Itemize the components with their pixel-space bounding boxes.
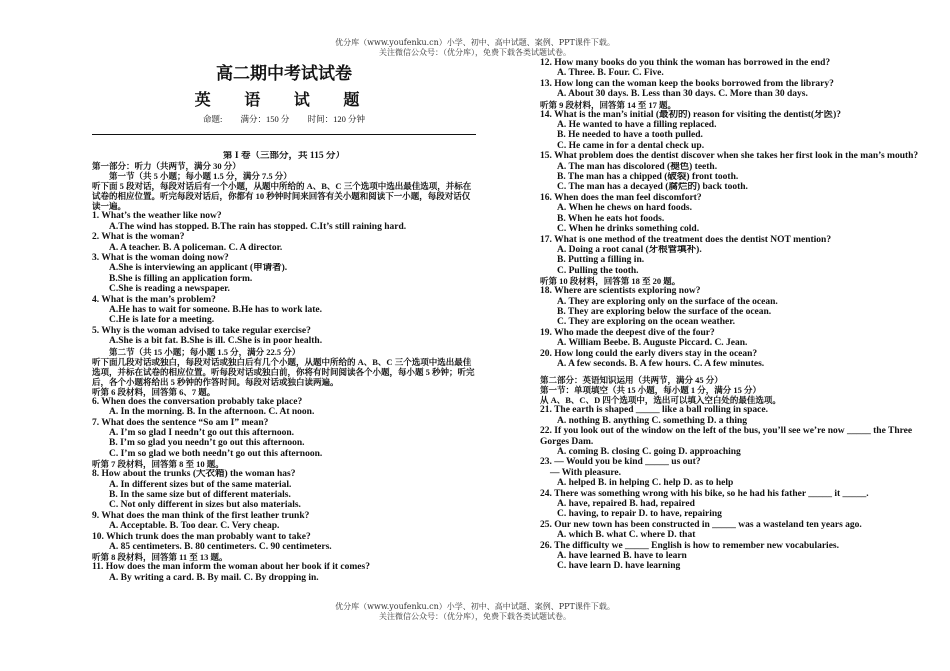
right-line: A. coming B. closing C. going D. approaching [557, 447, 741, 457]
left-line: B. I’m so glad you needn’t go out this afternoon. [109, 438, 305, 449]
left-line: A. Acceptable. B. Too dear. C. Very cheap. [109, 521, 280, 532]
right-line: A. A few seconds. B. A few hours. C. A few minutes. [557, 358, 765, 369]
right-line: 19. Who made the deepest dive of the four? [540, 327, 715, 338]
title-divider [92, 134, 476, 135]
left-line: 听下面 5 段对话，每段对话后有一个小题，从题中所给的 A、B、C 三个选项中选出最佳选项，并标在试卷的相应位置。听完每段对话后，你都有 10 秒钟时间来回答有关小题和阅读下一小题，每段对话仅读一遍。 [92, 181, 472, 212]
exam-meta [92, 112, 476, 126]
right-line: 13. How long can the woman keep the books borrowed from the library? [540, 78, 834, 89]
right-line: A. The man has discolored (褪色) teeth. [557, 161, 718, 172]
right-column [540, 58, 930, 596]
exam-title: 高二期中考试试卷 [216, 64, 352, 84]
left-line: 7. What does the sentence “So am I” mean? [92, 417, 269, 428]
right-line: — With pleasure. [550, 467, 621, 478]
right-line: A. When he chews on hard foods. [557, 203, 692, 214]
footer-line-1: 优分库（www.youfenku.cn）小学、初中、高中试题、案例、PPT课件下载。 [335, 602, 615, 611]
right-line: 21. The earth is shaped _____ like a ball rolling in space. [540, 405, 768, 416]
left-line: A.He has to wait for someone. B.He has to work late. [109, 305, 323, 316]
right-line: 26. The difficulty we _____ English is how to remember new vocabularies. [540, 540, 839, 551]
left-line: A. I’m so glad I needn’t go out this afternoon. [109, 427, 294, 438]
page-header [0, 38, 950, 58]
right-line: C. When he drinks something cold. [557, 224, 700, 235]
right-line: 25. Our new town has been constructed in _____ was a wasteland ten years ago. [540, 519, 862, 530]
left-line: 第一部分：听力（共两节，满分 30 分） [92, 161, 241, 172]
right-line: 22. If you look out of the window on the left of the bus, you’ll see we’re now _____ the Three Gorges Dam. [540, 426, 913, 447]
right-line: C. He came in for a dental check up. [557, 140, 705, 151]
right-line: 第一节：单项填空（共 15 小题，每小题 1 分，满分 15 分） [540, 385, 762, 396]
meta-score: 满分：150 分 [240, 114, 290, 124]
right-line: 16. When does the man feel discomfort? [540, 192, 702, 203]
left-line: 11. How does the man inform the woman about her book if it comes? [92, 562, 370, 573]
left-line: A. In the morning. B. In the afternoon. C. At noon. [109, 407, 315, 418]
right-line: 12. How many books do you think the woman has borrowed in the end? [540, 58, 831, 68]
right-line: A. They are exploring only on the surface of the ocean. [557, 296, 778, 307]
left-line: B. In the same size but of different materials. [109, 489, 291, 500]
meta-time: 时间：120 分钟 [307, 114, 365, 124]
right-line: C. The man has a decayed (腐烂的) back tooth. [557, 182, 748, 193]
right-line: A. William Beebe. B. Auguste Piccard. C. Jean. [557, 338, 748, 349]
right-line: B. They are exploring below the surface of the ocean. [557, 306, 772, 317]
right-body [540, 58, 930, 572]
right-line: B. He needed to have a tooth pulled. [557, 130, 703, 141]
right-line: C. have learn D. have learning [557, 561, 681, 572]
right-line: C. Pulling the tooth. [557, 265, 639, 276]
right-line: 17. What is one method of the treatment does the dentist NOT mention? [540, 234, 832, 245]
left-line: 第二节（共 15 小题；每小题 1.5 分，满分 22.5 分） [109, 346, 301, 357]
right-line: C. They are exploring on the ocean weather. [557, 317, 735, 328]
right-line: A. which B. what C. where D. that [557, 530, 696, 541]
page-footer [0, 602, 950, 622]
left-line: 9. What does the man think of the first leather trunk? [92, 510, 310, 521]
right-line: A. have learned B. have to learn [557, 551, 687, 562]
left-line: 3. What is the woman doing now? [92, 253, 229, 264]
left-line: A. In different sizes but of the same material. [109, 479, 292, 490]
footer-line-2: 关注微信公众号：（优分库），免费下载各类试题试卷。 [379, 612, 571, 621]
right-line: 20. How long could the early divers stay in the ocean? [540, 348, 758, 359]
left-line: 2. What is the woman? [92, 232, 185, 243]
right-line: B. The man has a chipped (破裂) front tooth. [557, 172, 739, 183]
left-line: B.She is filling an application form. [109, 273, 253, 284]
left-line: 听下面几段对话或独白，每段对话或独白后有几个小题，从题中所给的 A、B、C 三个选项中选出最佳选项，并标在试卷的相应位置。听每段对话或独白前，你将有时间阅读各个小题，每小题 5 秒钟；听完后，各个小题将给出 5 秒钟的作答时间。每段对话或独白读两遍。 [92, 356, 475, 387]
right-line: 从 A、B、C、D 四个选项中，选出可以填入空白处的最佳选项。 [540, 395, 781, 406]
right-line: B. When he eats hot foods. [557, 213, 665, 224]
right-line: 15. What problem does the dentist discover when she takes her first look in the man’s mouth? [540, 151, 919, 162]
left-line: A.She is interviewing an applicant (申请者). [109, 263, 288, 274]
left-line: C. Not only different in sizes but also materials. [109, 500, 301, 511]
right-line: A. helped B. in helping C. help D. as to help [557, 478, 734, 489]
right-line: 24. There was something wrong with his bike, so he had his father _____ it _____. [540, 488, 869, 499]
right-line: A. have, repaired B. had, repaired [557, 499, 695, 510]
left-line: A.The wind has stopped. B.The rain has stopped. C.It’s still raining hard. [109, 221, 407, 232]
right-line: A. He wanted to have a filling replaced. [557, 120, 717, 131]
left-line: 听第 7 段材料，回答第 8 至 10 题。 [92, 459, 224, 470]
right-line: A. nothing B. anything C. something D. a thing [557, 415, 748, 426]
left-line: A. 85 centimeters. B. 80 centimeters. C. 90 centimeters. [109, 541, 332, 552]
left-line: A. A teacher. B. A policeman. C. A director. [109, 242, 283, 253]
right-line: C. having, to repair D. to have, repairing [557, 509, 722, 520]
right-line: 23. — Would you be kind _____ us out? [540, 457, 701, 468]
exam-subtitle: 英 语 试 题 [194, 90, 374, 109]
left-line: A. By writing a card. B. By mail. C. By dropping in. [109, 572, 319, 583]
left-line: 10. Which trunk does the man probably want to take? [92, 531, 311, 542]
left-column [92, 58, 476, 596]
left-line: 4. What is the man’s problem? [92, 294, 216, 305]
right-line: 14. What is the man’s initial (最初的) reason for visiting the dentist(牙医)? [540, 109, 842, 120]
right-line: 18. Where are scientists exploring now? [540, 286, 701, 297]
header-line-2: 关注微信公众号：（优分库），免费下载各类试题试卷。 [379, 48, 571, 57]
right-line: A. Doing a root canal (牙根管填补). [557, 244, 702, 255]
left-line: 1. What’s the weather like now? [92, 211, 222, 222]
right-line: A. Three. B. Four. C. Five. [557, 68, 664, 79]
left-line: 听第 6 段材料，回答第 6、7 题。 [92, 386, 216, 397]
left-line: 8. How about the trunks (大衣箱) the woman has? [92, 469, 296, 480]
left-line: 5. Why is the woman advised to take regular exercise? [92, 325, 311, 336]
right-line: 第二部分：英语知识运用（共两节，满分 45 分） [540, 375, 723, 386]
right-line: 听第 10 段材料，回答第 18 至 20 题。 [540, 276, 681, 287]
left-line: C. I’m so glad we both needn’t go out this afternoon. [109, 448, 323, 459]
meta-author: 命题: [203, 114, 223, 124]
left-line: C.He is late for a meeting. [109, 315, 215, 326]
left-body [92, 151, 476, 583]
header-line-1: 优分库（www.youfenku.cn）小学、初中、高中试题、案例、PPT课件下载。 [335, 38, 615, 47]
left-line: 6. When does the conversation probably take place? [92, 396, 303, 407]
right-line: 听第 9 段材料，回答第 14 至 17 题。 [540, 99, 677, 110]
left-line: 听第 8 段材料，回答第 11 至 13 题。 [92, 552, 228, 563]
right-line: A. About 30 days. B. Less than 30 days. C. More than 30 days. [557, 89, 808, 100]
left-line: 第 I 卷（三部分，共 115 分） [223, 151, 345, 161]
left-line: 第一节（共 5 小题；每小题 1.5 分，满分 7.5 分） [109, 171, 292, 182]
right-line: B. Putting a filling in. [557, 255, 645, 266]
left-line: A.She is a bit fat. B.She is ill. C.She is in poor health. [109, 336, 323, 347]
left-line: C.She is reading a newspaper. [109, 284, 230, 295]
